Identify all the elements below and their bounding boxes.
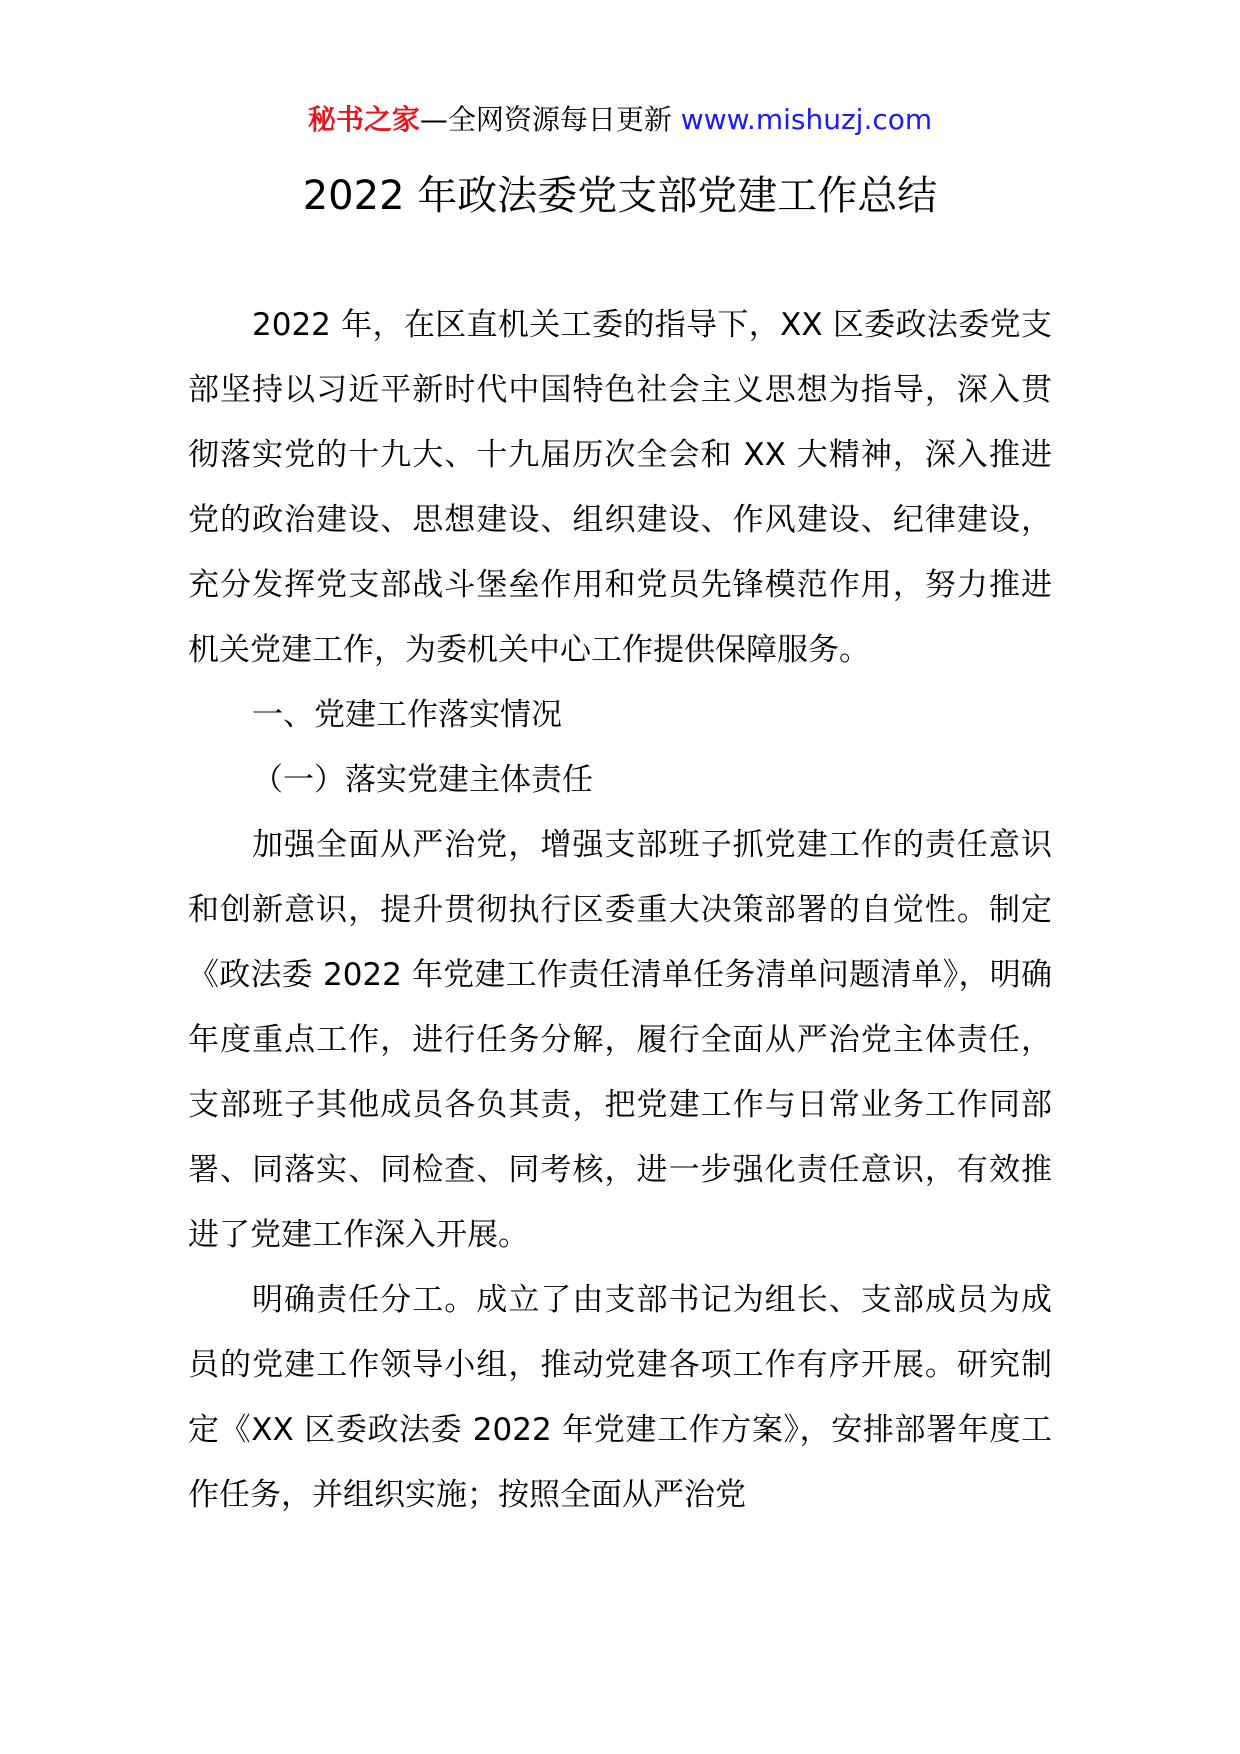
subsection-heading: （一）落实党建主体责任 — [252, 762, 593, 798]
site-url-link[interactable]: www.mishuzj.com — [680, 103, 933, 136]
site-banner — [0, 100, 1240, 140]
body-paragraph: 明确责任分工。成立了由支部书记为组长、支部成员为成员的党建工作领导小组，推动党建各项工作有序开展。研究制定《XX 区委政法委 2022 年党建工作方案》，安排部署年度工作任务，并组织实施；按照全面从严治党 — [188, 1282, 1052, 1513]
banner-slogan: —全网资源每日更新 — [419, 103, 672, 136]
intro-paragraph: 2022 年，在区直机关工委的指导下，XX 区委政法委党支部坚持以习近平新时代中国特色社会主义思想为指导，深入贯彻落实党的十九大、十九届历次全会和 XX 大精神，深入推进党的政治建设、思想建设、组织建设、作风建设、纪律建设，充分发挥党支部战斗堡垒作用和党员先锋模范作用，努力推进机关党建工作，为委机关中心工作提供保障服务。 — [188, 307, 1052, 668]
document-body — [188, 293, 1052, 1528]
brand-name: 秘书之家 — [307, 103, 420, 136]
document-title: 2022 年政法委党支部党建工作总结 — [302, 173, 938, 219]
section-heading: 一、党建工作落实情况 — [252, 697, 562, 733]
body-paragraph: 加强全面从严治党，增强支部班子抓党建工作的责任意识和创新意识，提升贯彻执行区委重大决策部署的自觉性。制定《政法委 2022 年党建工作责任清单任务清单问题清单》，明确年度重点工作，进行任务分解，履行全面从严治党主体责任，支部班子其他成员各负其责，把党建工作与日常业务工作同部署、同落实、同检查、同考核，进一步强化责任意识，有效推进了党建工作深入开展。 — [188, 827, 1052, 1253]
